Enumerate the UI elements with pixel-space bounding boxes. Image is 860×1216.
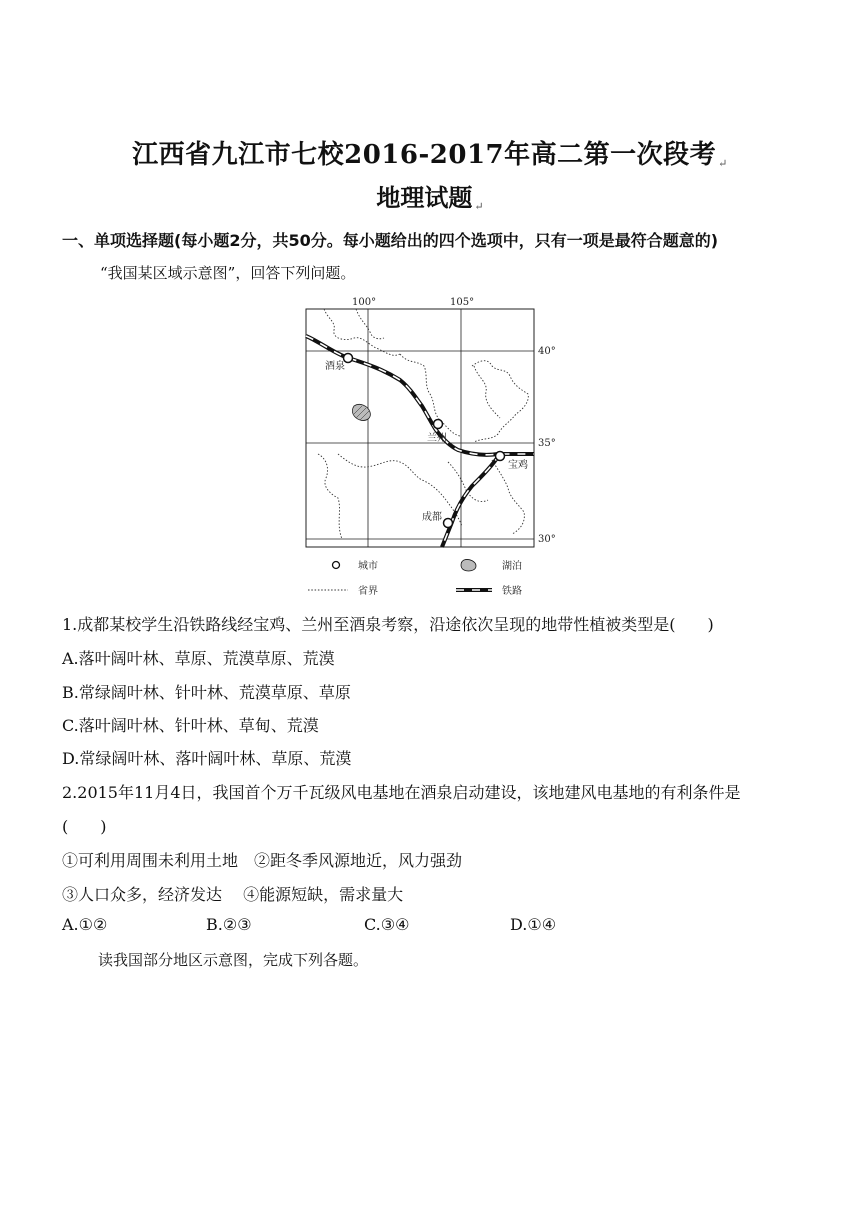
question-1-option-a: A.落叶阔叶林、草原、荒漠草原、荒漠 bbox=[62, 649, 335, 668]
city-label-jiuquan: 酒泉 bbox=[325, 361, 345, 372]
city-label-baoji: 宝鸡 bbox=[508, 460, 528, 471]
exam-subtitle: 地理试题 ↵ bbox=[376, 183, 484, 213]
legend-city-label: 城市 bbox=[358, 561, 378, 572]
question-2-stem-line-2: ( ) bbox=[62, 817, 107, 836]
question-2-option-b: B.②③ bbox=[206, 915, 252, 934]
exam-title: 江西省九江市七校2016-2017年高二第一次段考 ↵ bbox=[132, 140, 728, 170]
city-label-lanzhou: 兰州 bbox=[427, 433, 447, 444]
paragraph-mark-icon: ↵ bbox=[718, 157, 728, 170]
legend-railway-label: 铁路 bbox=[502, 586, 522, 597]
question-2-statement-1: ①可利用周围未利用土地 ②距冬季风源地近，风力强劲 bbox=[62, 851, 463, 870]
question-1-option-b: B.常绿阔叶林、针叶林、荒漠草原、草原 bbox=[62, 683, 351, 702]
question-1-option-d: D.常绿阔叶林、落叶阔叶林、草原、荒漠 bbox=[62, 749, 352, 768]
question-1-option-c: C.落叶阔叶林、针叶林、草甸、荒漠 bbox=[62, 716, 319, 735]
legend-city-icon bbox=[333, 562, 340, 569]
province-borders bbox=[318, 309, 528, 539]
lat-label-40: 40° bbox=[538, 346, 556, 357]
legend-lake-icon bbox=[461, 559, 476, 570]
region-map bbox=[296, 294, 566, 604]
city-marker-baoji bbox=[496, 452, 505, 461]
intro-text-1: “我国某区域示意图”，回答下列问题。 bbox=[100, 264, 356, 282]
question-1-stem: 1.成都某校学生沿铁路线经宝鸡、兰州至酒泉考察，沿途依次呈现的地带性植被类型是( ) bbox=[62, 615, 714, 634]
question-2-stem-line-1: 2.2015年11月4日，我国首个万千瓦级风电基地在酒泉启动建设，该地建风电基地的有利条件是 bbox=[62, 783, 741, 802]
map-frame bbox=[306, 309, 534, 547]
legend-lake-label: 湖泊 bbox=[502, 561, 522, 572]
question-2-option-d: D.①④ bbox=[510, 915, 557, 934]
question-2-option-a: A.①② bbox=[62, 915, 108, 934]
paragraph-mark-icon: ↵ bbox=[474, 200, 484, 213]
question-2-option-c: C.③④ bbox=[364, 915, 410, 934]
map-legend bbox=[308, 559, 522, 597]
intro-text-2: 读我国部分地区示意图，完成下列各题。 bbox=[98, 951, 369, 969]
lat-label-35: 35° bbox=[538, 438, 556, 449]
legend-border-label: 省界 bbox=[358, 586, 378, 597]
lat-label-30: 30° bbox=[538, 534, 556, 545]
city-label-chengdu: 成都 bbox=[422, 512, 442, 523]
city-marker-lanzhou bbox=[434, 420, 443, 429]
section-heading: 一、单项选择题(每小题2分，共50分。每小题给出的四个选项中，只有一项是最符合题意的) bbox=[62, 231, 719, 250]
lon-label-100: 100° bbox=[352, 297, 377, 308]
city-marker-chengdu bbox=[444, 519, 453, 528]
question-2-statement-2: ③人口众多，经济发达 ④能源短缺，需求量大 bbox=[62, 885, 404, 904]
lon-label-105: 105° bbox=[450, 297, 475, 308]
